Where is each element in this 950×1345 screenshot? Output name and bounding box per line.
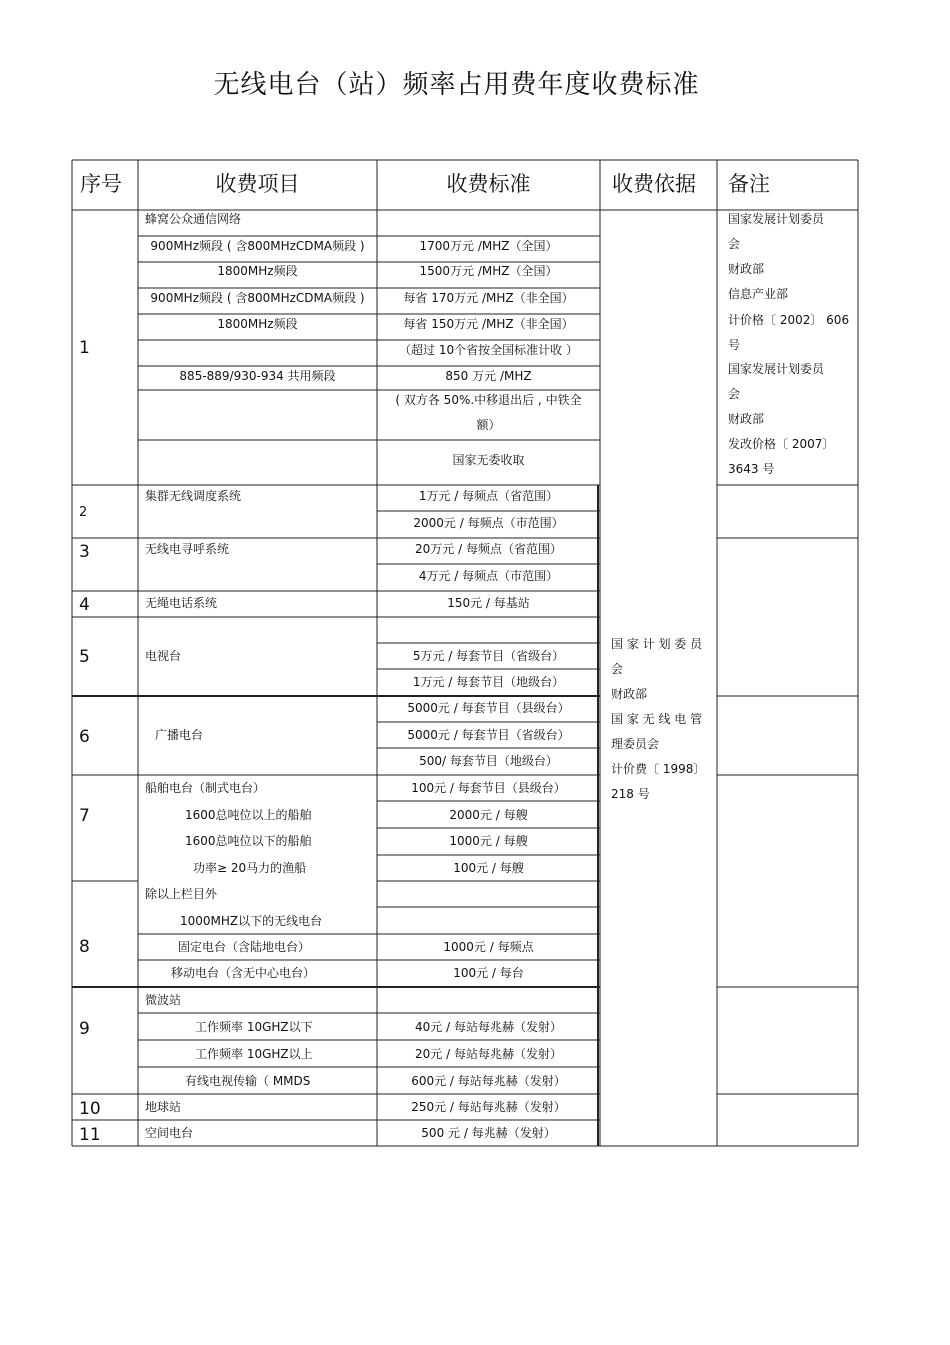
basis-line: 国 家 无 线 电 管 [611, 712, 703, 726]
item-cell: 除以上栏目外 [145, 887, 218, 901]
item-cell: 工作频率 10GHZ以上 [195, 1047, 313, 1061]
fee-cell: 额） [476, 418, 501, 432]
header-standard: 收费标准 [446, 172, 531, 196]
item-cell: 固定电台（含陆地电台） [178, 940, 311, 954]
fee-cell: 1700万元 /MHZ（全国） [419, 239, 558, 253]
fee-cell: ( 双方各 50%.中移退出后 , 中铁全 [395, 393, 582, 407]
item-cell: 1800MHz频段 [217, 264, 298, 278]
fee-cell: 5万元 / 每套节目（省级台） [412, 649, 565, 663]
item-cell: 无线电寻呼系统 [145, 542, 230, 556]
remark-line: 号 [728, 338, 741, 352]
remark-line: 国家发展计划委员 [728, 362, 825, 376]
fee-cell: 1万元 / 每套节目（地级台） [412, 675, 565, 689]
fee-cell: 100元 / 每套节目（县级台） [411, 781, 566, 795]
fee-cell: 国家无委收取 [452, 453, 525, 467]
remark-line: 发改价格〔 2007〕 [728, 437, 835, 451]
row-number: 4 [79, 595, 90, 615]
row-number: 1 [79, 338, 90, 358]
fee-cell: 500 元 / 每兆赫（发射） [421, 1126, 556, 1140]
item-cell: 地球站 [145, 1100, 182, 1114]
item-cell: 集群无线调度系统 [145, 489, 242, 503]
fee-cell: 850 万元 /MHZ [445, 369, 532, 383]
item-cell: 900MHz频段 ( 含800MHzCDMA频段 ) [150, 239, 365, 253]
remark-line: 3643 号 [728, 462, 775, 476]
header-basis: 收费依据 [612, 172, 696, 196]
header-seq: 序号 [80, 172, 122, 196]
basis-line: 理委员会 [611, 737, 660, 751]
fee-cell: 600元 / 每站每兆赫（发射） [411, 1074, 566, 1088]
remark-line: 国家发展计划委员 [728, 212, 825, 226]
item-cell: 电视台 [145, 649, 182, 663]
fee-cell: 100元 / 每艘 [453, 861, 524, 875]
item-cell: 无绳电话系统 [145, 596, 218, 610]
header-remark: 备注 [728, 172, 770, 196]
item-cell: 微波站 [145, 993, 182, 1007]
row-number: 11 [79, 1125, 101, 1145]
remark-line: 计价格〔 2002〕 606 [728, 313, 850, 327]
fee-cell: 150元 / 每基站 [447, 596, 530, 610]
fee-cell: 20元 / 每站每兆赫（发射） [415, 1047, 562, 1061]
fee-cell: 20万元 / 每频点（省范围） [415, 542, 562, 556]
basis-line: 国 家 计 划 委 员 [611, 637, 703, 651]
basis-line: 会 [611, 662, 624, 676]
item-cell: 900MHz频段 ( 含800MHzCDMA频段 ) [150, 291, 365, 305]
item-cell: 1600总吨位以下的船舶 [185, 834, 312, 848]
item-cell: 885-889/930-934 共用频段 [179, 369, 336, 383]
fee-cell: 4万元 / 每频点（市范围） [418, 569, 559, 583]
basis-line: 计价费〔 1998〕 [611, 762, 706, 776]
fee-cell: 5000元 / 每套节目（县级台） [407, 701, 570, 715]
basis-line: 218 号 [611, 787, 650, 801]
fee-cell: 1500万元 /MHZ（全国） [419, 264, 558, 278]
row-number: 9 [79, 1019, 90, 1039]
item-cell: 广播电台 [155, 728, 204, 742]
fee-cell: 1万元 / 每频点（省范围） [418, 489, 559, 503]
fee-cell: 1000元 / 每频点 [443, 940, 534, 954]
item-cell: 有线电视传输（ MMDS [185, 1074, 311, 1088]
header-item: 收费项目 [215, 172, 300, 196]
item-cell: 空间电台 [145, 1126, 194, 1140]
fee-cell: 2000元 / 每频点（市范围） [413, 516, 564, 530]
row-number: 6 [79, 727, 90, 747]
fee-cell: 250元 / 每站每兆赫（发射） [411, 1100, 566, 1114]
fee-cell: 1000元 / 每艘 [449, 834, 528, 848]
fee-cell: 每省 170万元 /MHZ（非全国） [403, 291, 574, 305]
remark-line: 会 [728, 387, 741, 401]
basis-line: 财政部 [611, 687, 648, 701]
row-number: 5 [79, 647, 90, 667]
fee-cell: 2000元 / 每艘 [449, 808, 528, 822]
item-cell: 工作频率 10GHZ以下 [195, 1020, 313, 1034]
row-number: 7 [79, 806, 90, 826]
fee-cell: 500/ 每套节目（地级台） [419, 754, 558, 768]
fee-cell: （超过 10个省按全国标准计收 ） [399, 343, 578, 357]
item-cell: 功率≥ 20马力的渔船 [193, 861, 307, 875]
item-cell: 船舶电台（制式电台） [145, 781, 266, 795]
page-title: 无线电台（站）频率占用费年度收费标准 [213, 70, 700, 100]
fee-cell: 100元 / 每台 [453, 966, 524, 980]
item-cell: 1600总吨位以上的船舶 [185, 808, 312, 822]
row-number: 3 [79, 542, 90, 562]
item-cell: 移动电台（含无中心电台） [171, 966, 316, 980]
row-number: 2 [79, 505, 88, 520]
item-cell: 蜂窝公众通信网络 [145, 212, 242, 226]
remark-line: 会 [728, 237, 741, 251]
remark-line: 信息产业部 [728, 287, 789, 301]
remark-line: 财政部 [728, 412, 765, 426]
row-number: 8 [79, 937, 90, 957]
fee-cell: 每省 150万元 /MHZ（非全国） [403, 317, 574, 331]
item-cell: 1000MHZ以下的无线电台 [180, 914, 323, 928]
fee-cell: 40元 / 每站每兆赫（发射） [415, 1020, 562, 1034]
remark-line: 财政部 [728, 262, 765, 276]
row-number: 10 [79, 1099, 101, 1119]
item-cell: 1800MHz频段 [217, 317, 298, 331]
fee-cell: 5000元 / 每套节目（省级台） [407, 728, 570, 742]
